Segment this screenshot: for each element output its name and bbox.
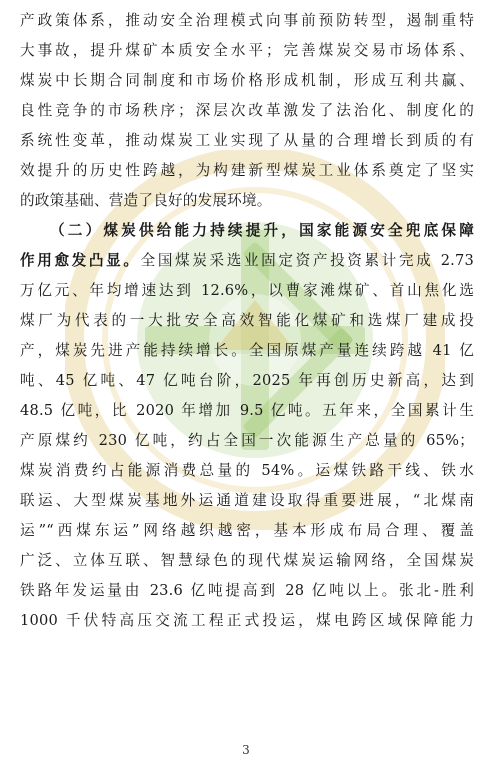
body-line: 运”“西煤东运”网络越织越密，基本形成布局合理、覆盖: [20, 522, 474, 539]
body-line: 联运、大型煤炭基地外运通道建设取得重要进展，“北煤南: [20, 492, 474, 509]
section-heading-line: [20, 216, 474, 246]
body-line: 产，煤炭先进产能持续增长。全国原煤产量连续跨越 41 亿: [20, 342, 474, 359]
body-line: 大事故，提升煤矿本质安全水平；完善煤炭交易市场体系、: [20, 42, 474, 59]
body-line: 48.5 亿吨，比 2020 年增加 9.5 亿吨。五年来，全国累计生: [20, 402, 474, 419]
body-line: 煤厂为代表的一大批安全高效智能化煤矿和选煤厂建成投: [20, 312, 474, 329]
section-heading-end: 作用愈发凸显。: [20, 252, 141, 269]
body-line: 的政策基础、营造了良好的发展环境。: [20, 192, 272, 209]
body-line: 系统性变革，推动煤炭工业实现了从量的合理增长到质的有: [20, 132, 474, 149]
section-heading: （二）煤炭供给能力持续提升，国家能源安全兜底保障: [50, 222, 474, 239]
body-line: 效提升的历史性跨越，为构建新型煤炭工业体系奠定了坚实: [20, 162, 474, 179]
body-text: 全国煤炭采选业固定资产投资累计完成 2.73: [140, 252, 474, 269]
body-line: 铁路年发运量由 23.6 亿吨提高到 28 亿吨以上。张北-胜利: [20, 582, 474, 599]
body-line: 1000 千伏特高压交流工程正式投运，煤电跨区域保障能力: [20, 612, 474, 629]
body-line: 煤炭消费约占能源消费总量的 54%。运煤铁路干线、铁水: [20, 462, 474, 479]
body-line: 产原煤约 230 亿吨，约占全国一次能源生产总量的 65%；: [20, 432, 474, 449]
body-line: 良性竞争的市场秩序；深层次改革激发了法治化、制度化的: [20, 102, 474, 119]
section-heading-line: [20, 246, 474, 276]
body-line: 万亿元、年均增速达到 12.6%，以曹家滩煤矿、首山焦化选: [20, 282, 474, 299]
page-number: 3: [242, 743, 250, 757]
body-line: 煤炭中长期合同制度和市场价格形成机制，形成互利共赢、: [20, 72, 474, 89]
body-line: 广泛、立体互联、智慧绿色的现代煤炭运输网络，全国煤炭: [20, 552, 474, 569]
body-line: 吨、45 亿吨、47 亿吨台阶，2025 年再创历史新高，达到: [20, 372, 474, 389]
body-line: 产政策体系，推动安全治理模式向事前预防转型，遏制重特: [20, 12, 474, 29]
